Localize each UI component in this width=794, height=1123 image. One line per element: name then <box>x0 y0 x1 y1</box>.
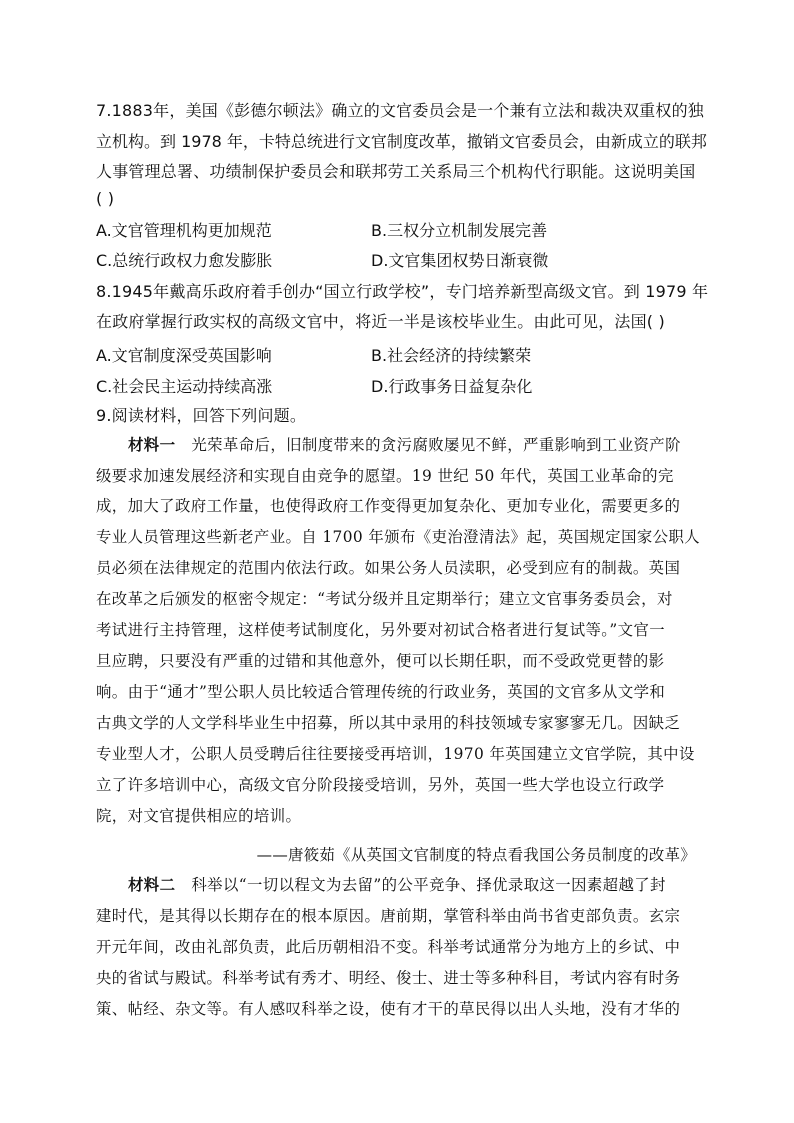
material-1-line: 专业人员管理这些新老产业。自 1700 年颁布《吏治澄清法》起，英国规定国家公职人 <box>96 528 701 546</box>
material-2-heading: 材料二 <box>128 876 176 894</box>
material-1-first-line <box>96 433 700 455</box>
material-1-line: 专业型人才，公职人员受聘后往往要接受再培训，1970 年英国建立文官学院，其中设 <box>96 745 695 763</box>
material-1-heading: 材料一 <box>128 436 176 454</box>
q7-option-d[interactable]: D.文官集团权势日渐衰微 <box>371 251 549 270</box>
material-2-first-line <box>96 873 700 895</box>
material-2-line: 科举以“一切以程文为去留”的公平竞争、择优录取这一因素超越了封 <box>191 876 666 894</box>
q9-stem: 9.阅读材料，回答下列问题。 <box>96 406 307 425</box>
material-1-line: 员必须在法律规定的范围内依法行政。如果公务人员渎职，必受到应有的制裁。英国 <box>96 559 681 577</box>
material-1-source: ——唐筱茹《从英国文官制度的特点看我国公务员制度的改革》 <box>256 846 696 864</box>
material-1-line: 旦应聘，只要没有严重的过错和其他意外，便可以长期任职，而不受政党更替的影 <box>96 652 665 670</box>
material-1-line: 光荣革命后，旧制度带来的贪污腐败屡见不鲜，严重影响到工业资产阶 <box>191 436 681 454</box>
q8-option-b[interactable]: B.社会经济的持续繁荣 <box>371 346 532 365</box>
material-2-line: 策、帖经、杂文等。有人感叹科举之设，使有才干的草民得以出人头地，没有才华的 <box>96 1000 681 1018</box>
material-2-line: 央的省试与殿试。科举考试有秀才、明经、俊士、进士等多种科目，考试内容有时务 <box>96 969 681 987</box>
q8-option-c[interactable]: C.社会民主运动持续高涨 <box>96 377 273 396</box>
q7-line: 人事管理总署、功绩制保护委员会和联邦劳工关系局三个机构代行职能。这说明美国 <box>96 162 696 181</box>
q7-line: 7.1883年，美国《彭德尔顿法》确立的文官委员会是一个兼有立法和裁决双重权的独 <box>96 101 704 120</box>
material-1-line: 成，加大了政府工作量，也使得政府工作变得更加复杂化、更加专业化，需要更多的 <box>96 497 681 515</box>
q7-answer-blank: ( ) <box>96 189 115 208</box>
material-1-line: 在改革之后颁发的枢密令规定：“考试分级并且定期举行；建立文官事务委员会，对 <box>96 590 673 608</box>
material-1-line: 考试进行主持管理，这样使考试制度化，另外要对初试合格者进行复试等。”文官一 <box>96 621 666 639</box>
material-2-line: 建时代，是其得以长期存在的根本原因。唐前期，掌管科举由尚书省吏部负责。玄宗 <box>96 907 681 925</box>
material-1-line: 立了许多培训中心，高级文官分阶段接受培训，另外，英国一些大学也设立行政学 <box>96 776 665 794</box>
q7-option-a[interactable]: A.文官管理机构更加规范 <box>96 221 272 240</box>
q7-option-c[interactable]: C.总统行政权力愈发膨胀 <box>96 251 273 270</box>
q8-option-a[interactable]: A.文官制度深受英国影响 <box>96 346 272 365</box>
q8-option-d[interactable]: D.行政事务日益复杂化 <box>371 377 533 396</box>
q7-line: 立机构。到 1978 年，卡特总统进行文官制度改革，撤销文官委员会，由新成立的联邦 <box>96 132 707 151</box>
q7-option-b[interactable]: B.三权分立机制发展完善 <box>371 221 548 240</box>
q8-line: 8.1945年戴高乐政府着手创办“国立行政学校”，专门培养新型高级文官。到 1979 年 <box>96 282 709 301</box>
material-1-line: 院，对文官提供相应的培训。 <box>96 807 302 825</box>
material-1-line: 响。由于“通才”型公职人员比较适合管理传统的行政业务，英国的文官多从文学和 <box>96 683 666 701</box>
q8-line: 在政府掌握行政实权的高级文官中，将近一半是该校毕业生。由此可见，法国( ) <box>96 312 665 331</box>
material-2-line: 开元年间，改由礼部负责，此后历朝相沿不变。科举考试通常分为地方上的乡试、中 <box>96 938 681 956</box>
material-1-line: 古典文学的人文学科毕业生中招募，所以其中录用的科技领域专家寥寥无几。因缺乏 <box>96 714 681 732</box>
material-1-line: 级要求加速发展经济和实现自由竞争的愿望。19 世纪 50 年代，英国工业革命的完 <box>96 467 674 485</box>
